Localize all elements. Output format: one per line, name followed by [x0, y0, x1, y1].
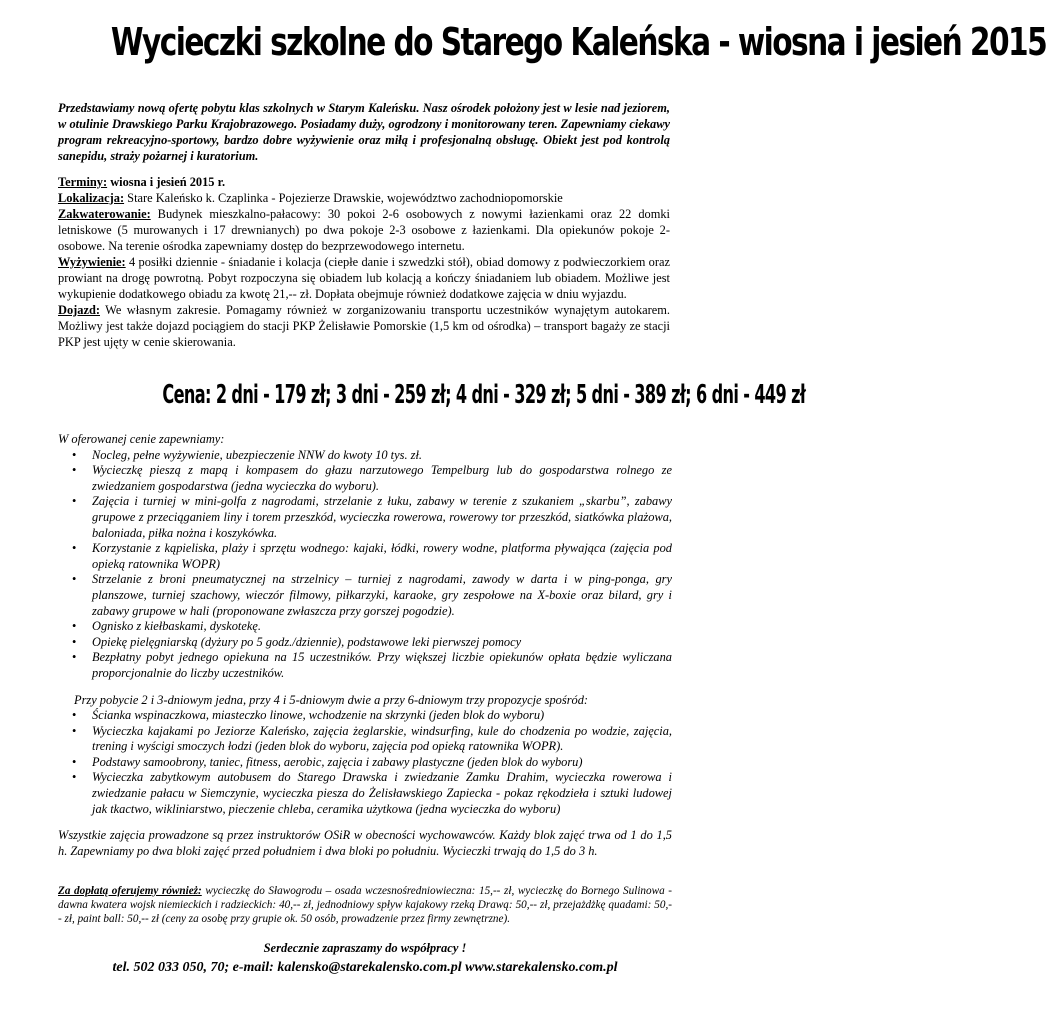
bullet-icon: •: [72, 754, 77, 769]
food-line: [58, 254, 670, 302]
list-item-text: Podstawy samoobrony, taniec, fitness, aerobic, zajęcia i zabawy plastyczne (jeden blok do wyboru): [92, 754, 583, 769]
transport-value: We własnym zakresie. Pomagamy również w zorganizowaniu transportu uczestników wynajętym autokarem. Możliwy jest także dojazd pociągiem do stacji PKP Żelisławie Pomorskie (1,5 km od ośrodka) – transport bagaży ze stacji PKP jest ujęty w cenie skierowania.: [58, 303, 670, 349]
bullet-icon: •: [72, 494, 77, 509]
list-item-text: Wycieczka zabytkowym autobusem do Starego Drawska i zwiedzanie Zamku Drahim, wycieczka rowerowa i zwiedzanie pałacu w Siemczynie, wycieczka piesza do Żelisławskiego Zapiecka - pokaz rękodzieła i sztuki ludowej jak tkactwo, wikliniarstwo, pieczenie chleba, ceramika użytkowa (jedna wycieczka do wyboru): [92, 770, 672, 816]
page-title: Wycieczki szkolne do Starego Kaleńska - wiosna i jesień 2015: [110, 20, 1046, 64]
list-item: [72, 634, 672, 651]
extra-heading: Przy pobycie 2 i 3-dniowym jedna, przy 4 i 5-dniowym dwie a przy 6-dniowym trzy propozycje spośród:: [74, 692, 589, 707]
bullet-icon: •: [72, 619, 77, 634]
list-item: [72, 572, 672, 619]
bullet-icon: •: [72, 723, 77, 738]
price-heading: Cena: 2 dni - 179 zł; 3 dni - 259 zł; 4 dni - 329 zł; 5 dni - 389 zł; 6 dni - 449 zł: [162, 380, 806, 410]
list-item: [72, 708, 672, 724]
list-item-text: Wycieczkę pieszą z mapą i kompasem do głazu narzutowego Tempelburg lub do gospodarstwa rolnego ze zwiedzaniem gospodarstwa (jedna wycieczka do wyboru).: [92, 463, 672, 493]
list-item: [72, 754, 672, 771]
extra-list: [58, 708, 672, 817]
bullet-icon: •: [72, 463, 77, 478]
terms-label: Terminy:: [58, 175, 108, 189]
list-item-text: Ognisko z kiełbaskami, dyskotekę.: [92, 619, 261, 634]
list-item: [72, 723, 672, 755]
surcharge-paragraph: [58, 884, 672, 927]
closing-line: Serdecznie zapraszamy do współpracy !: [263, 941, 467, 955]
list-item-text: Strzelanie z broni pneumatycznej na strzelnicy – turniej z nagrodami, zawody w darta i w ping-ponga, gry planszowe, turniej szachowy, wieczór filmowy, piłkarzyki, karaoke, gry zespołowe na X-boxie oraz bilard, gry i zabawy grupowe w hali (proponowane zwłaszcza przy gorszej pogodzie).: [92, 572, 672, 618]
bullet-icon: •: [72, 708, 77, 723]
bullet-icon: •: [72, 650, 77, 665]
list-item-text: Nocleg, pełne wyżywienie, ubezpieczenie NNW do kwoty 10 tys. zł.: [92, 447, 422, 462]
list-item-text: Opiekę pielęgniarską (dyżury po 5 godz./dziennie), podstawowe leki pierwszej pomocy: [92, 634, 522, 649]
surcharge-text: wycieczkę do Sławogrodu – osada wczesnośredniowieczna: 15,-- zł, wycieczkę do Bornego Sulinowa - dawna kwatera wojsk niemieckich i radzieckich: 40,-- zł, jednodniowy spływ kajakowy rzeką Drawą: 50,-- zł, przejażdżkę quadami: 50,-- zł, paint ball: 50,-- zł (ceny za osobę przy grupie ok. 50 osób, prowadzenie przez firmy zewnętrzne).: [58, 885, 672, 926]
bullet-icon: •: [72, 634, 77, 649]
list-item: [72, 447, 672, 464]
transport-line: [58, 302, 670, 350]
classes-note: Wszystkie zajęcia prowadzone są przez instruktorów OSiR w obecności wychowawców. Każdy blok zajęć trwa od 1 do 1,5 h. Zapewniamy po dwa bloki zajęć przed południem i dwa bloki po południu. Wycieczki trwają do 1,5 do 3 h.: [58, 828, 672, 858]
surcharge-label: Za dopłatą oferujemy również:: [58, 885, 202, 897]
location-value: Stare Kaleńsko k. Czaplinka - Pojezierze Drawskie, województwo zachodniopomorskie: [124, 191, 563, 205]
food-label: Wyżywienie:: [58, 255, 126, 269]
list-item-text: Zajęcia i turniej w mini-golfa z nagrodami, strzelanie z łuku, zabawy w terenie z szukaniem „skarbu”, zabawy grupowe z przeciąganiem liny i torem przeszkód, wycieczka rowerowa, rowerowy tor przeszkód, siatkówka plażowa, baloniada, piłka nożna i koszykówka.: [92, 494, 672, 540]
list-item: [72, 541, 672, 572]
bullet-icon: •: [72, 447, 77, 462]
list-item-text: Bezpłatny pobyt jednego opiekuna na 15 uczestników. Przy większej liczbie opiekunów opłata będzie wyliczana proporcjonalnie do liczby uczestników.: [92, 650, 672, 680]
list-item: [72, 463, 672, 494]
location-line: [58, 190, 670, 206]
list-item-text: Korzystanie z kąpieliska, plaży i sprzętu wodnego: kajaki, łódki, rowery wodne, platforma pływająca (zajęcia pod opieką ratownika WOPR): [92, 541, 672, 571]
terms-value: wiosna i jesień 2015 r.: [107, 175, 226, 189]
food-value: 4 posiłki dziennie - śniadanie i kolacja (ciepłe danie i szwedzki stół), obiad domowy z podwieczorkiem oraz prowiant na drogę powrotną. Pobyt rozpoczyna się obiadem lub kolacją a kończy śniadaniem lub obiadem. Możliwe jest wykupienie dodatkowego obiadu za kwotę 21,-- zł. Dopłata obejmuje również dodatkowe zajęcia w dniu wyjazdu.: [58, 255, 670, 301]
intro-paragraph: Przedstawiamy nową ofertę pobytu klas szkolnych w Starym Kaleńsku. Nasz ośrodek położony jest w lesie nad jeziorem, w otulinie Drawskiego Parku Krajobrazowego. Posiadamy duży, ogrodzony i monitorowany teren. Zapewniamy ciekawy program rekreacyjno-sportowy, bardzo dobre wyżywienie oraz miłą i profesjonalną obsługę. Obiekt jest pod kontrolą sanepidu, straży pożarnej i kuratorium.: [58, 101, 670, 163]
offer-section: [58, 432, 672, 859]
list-item: [72, 650, 672, 681]
list-item: [72, 494, 672, 541]
offer-list: [58, 448, 672, 682]
accommodation-line: [58, 206, 670, 254]
list-item: [72, 619, 672, 635]
list-item: [72, 770, 672, 817]
transport-label: Dojazd:: [58, 303, 100, 317]
location-label: Lokalizacja:: [58, 191, 125, 205]
info-section: [58, 174, 670, 350]
offer-heading: W oferowanej cenie zapewniamy:: [58, 432, 225, 446]
list-item-text: Ścianka wspinaczkowa, miasteczko linowe, wchodzenie na skrzynki (jeden blok do wyboru): [92, 708, 545, 723]
contact-line: tel. 502 033 050, 70; e-mail: kalensko@starekalensko.com.pl www.starekalensko.com.pl: [112, 960, 618, 975]
bullet-icon: •: [72, 770, 77, 785]
terms-line: [58, 174, 670, 190]
list-item-text: Wycieczka kajakami po Jeziorze Kaleńsko, zajęcia żeglarskie, windsurfing, kule do chodzenia po wodzie, zajęcia, trening i wyścigi smoczych łodzi (jeden blok do wyboru, zajęcia pod opieką ratownika WOPR).: [92, 723, 672, 754]
bullet-icon: •: [72, 541, 77, 556]
accommodation-value: Budynek mieszkalno-pałacowy: 30 pokoi 2-6 osobowych z nowymi łazienkami oraz 22 domki letniskowe (5 murowanych i 17 drewnianych) po dwa pokoje 2-3 osobowe z łazienkami. Dla opiekunów pokoje 2-osobowe. Na terenie ośrodka zapewniamy dostęp do bezprzewodowego internetu.: [58, 207, 670, 253]
bullet-icon: •: [72, 572, 77, 587]
accommodation-label: Zakwaterowanie:: [58, 207, 151, 221]
